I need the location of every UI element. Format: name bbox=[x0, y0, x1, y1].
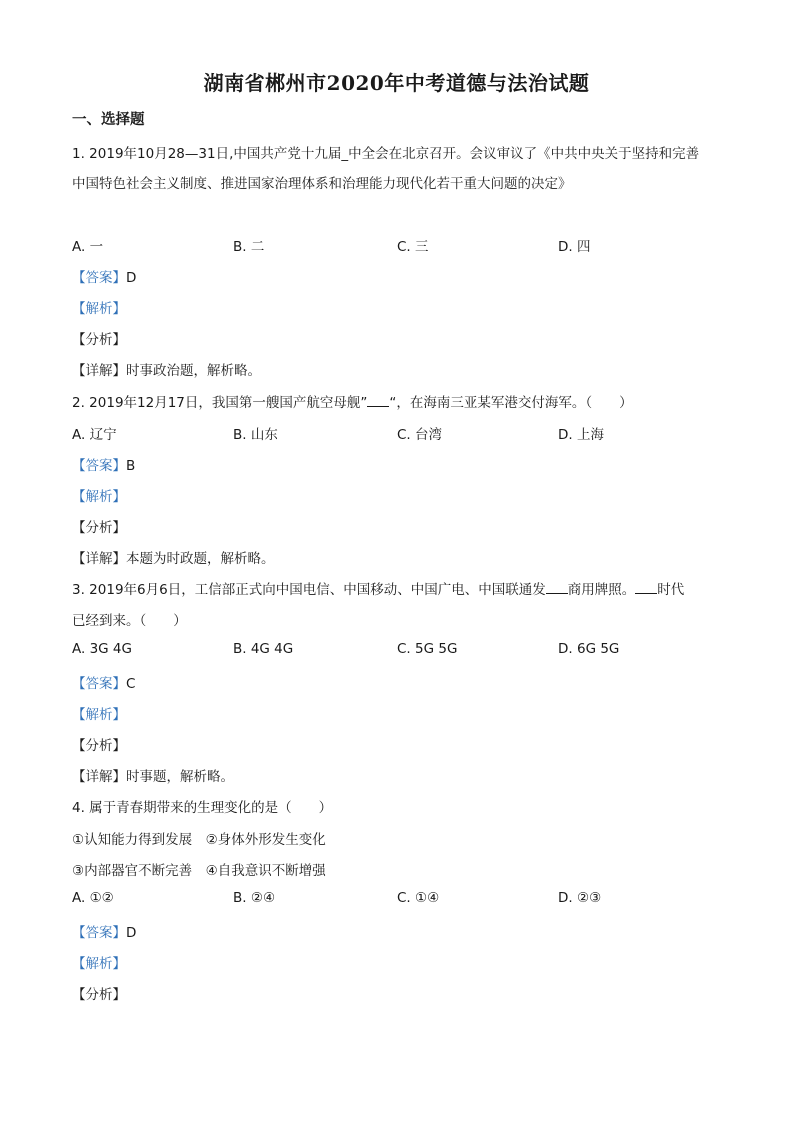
q1-stem-line1: 1. 2019年10月28—31日,中国共产党十九届_中全会在北京召开。会议审议了《中共中央关于坚持和完善 bbox=[72, 146, 700, 162]
q3-blank-2 bbox=[635, 581, 657, 594]
q2-answer-value: B bbox=[126, 458, 136, 474]
q3-option-d: D. 6G 5G bbox=[558, 641, 620, 657]
q1-answer bbox=[72, 266, 136, 286]
q1-option-c: C. 三 bbox=[397, 239, 429, 255]
q4-statements-1: ①认知能力得到发展 ②身体外形发生变化 bbox=[72, 832, 326, 848]
q4-option-d: D. ②③ bbox=[558, 890, 602, 906]
section-heading: 一、选择题 bbox=[72, 112, 145, 128]
q1-option-d: D. 四 bbox=[558, 239, 591, 255]
q2-detail bbox=[72, 547, 275, 567]
q3-answer bbox=[72, 672, 135, 692]
detail-tag: 【详解】 bbox=[72, 551, 126, 567]
q2-option-a: A. 辽宁 bbox=[72, 427, 117, 443]
q4-option-a: A. ①② bbox=[72, 890, 114, 906]
answer-tag: 【答案】 bbox=[72, 925, 126, 941]
q3-option-a: A. 3G 4G bbox=[72, 641, 132, 657]
q2-detail-text: 本题为时政题，解析略。 bbox=[126, 551, 275, 567]
q2-stem bbox=[72, 391, 633, 411]
q3-option-c: C. 5G 5G bbox=[397, 641, 458, 657]
q3-stem-mid: 商用牌照。 bbox=[567, 582, 636, 598]
q4-breakdown-tag: 【分析】 bbox=[72, 987, 126, 1003]
q3-option-b: B. 4G 4G bbox=[233, 641, 294, 657]
q4-statements-2: ③内部器官不断完善 ④自我意识不断增强 bbox=[72, 863, 326, 879]
answer-tag: 【答案】 bbox=[72, 270, 126, 286]
q1-answer-value: D bbox=[126, 270, 137, 286]
q2-option-c: C. 台湾 bbox=[397, 427, 443, 443]
q4-option-c: C. ①④ bbox=[397, 890, 440, 906]
q2-option-b: B. 山东 bbox=[233, 427, 278, 443]
q3-stem-pre: 3. 2019年6月6日，工信部正式向中国电信、中国移动、中国广电、中国联通发 bbox=[72, 582, 546, 598]
detail-tag: 【详解】 bbox=[72, 769, 126, 785]
q2-breakdown-tag: 【分析】 bbox=[72, 520, 126, 536]
q3-stem-post: 时代 bbox=[657, 582, 685, 598]
q4-answer bbox=[72, 921, 136, 941]
q1-detail bbox=[72, 359, 261, 379]
q4-option-b: B. ②④ bbox=[233, 890, 276, 906]
q4-analysis-tag: 【解析】 bbox=[72, 956, 126, 972]
detail-tag: 【详解】 bbox=[72, 363, 126, 379]
q1-option-b: B. 二 bbox=[233, 239, 265, 255]
q2-answer bbox=[72, 454, 135, 474]
q3-detail-text: 时事题，解析略。 bbox=[126, 769, 234, 785]
q2-stem-pre: 2. 2019年12月17日，我国第一艘国产航空母舰” bbox=[72, 395, 368, 411]
q1-breakdown-tag: 【分析】 bbox=[72, 332, 126, 348]
q3-breakdown-tag: 【分析】 bbox=[72, 738, 126, 754]
answer-tag: 【答案】 bbox=[72, 458, 126, 474]
page-title: 湖南省郴州市2020年中考道德与法治试题 bbox=[203, 71, 590, 95]
q3-analysis-tag: 【解析】 bbox=[72, 707, 126, 723]
q1-option-a: A. 一 bbox=[72, 239, 104, 255]
q3-stem-line2: 已经到来。（ ） bbox=[72, 613, 187, 629]
q2-blank bbox=[367, 394, 389, 407]
q2-analysis-tag: 【解析】 bbox=[72, 489, 126, 505]
q1-analysis-tag: 【解析】 bbox=[72, 301, 126, 317]
q2-option-d: D. 上海 bbox=[558, 427, 604, 443]
q3-blank-1 bbox=[546, 581, 568, 594]
q1-stem-line2: 中国特色社会主义制度、推进国家治理体系和治理能力现代化若干重大问题的决定》 bbox=[72, 176, 572, 192]
q3-stem-line1 bbox=[72, 578, 684, 598]
q2-stem-post: “，在海南三亚某军港交付海军。（ ） bbox=[389, 395, 633, 411]
answer-tag: 【答案】 bbox=[72, 676, 126, 692]
q4-stem: 4. 属于青春期带来的生理变化的是（ ） bbox=[72, 800, 333, 816]
q3-detail bbox=[72, 765, 234, 785]
q4-answer-value: D bbox=[126, 925, 137, 941]
q1-detail-text: 时事政治题，解析略。 bbox=[126, 363, 261, 379]
q3-answer-value: C bbox=[126, 676, 136, 692]
